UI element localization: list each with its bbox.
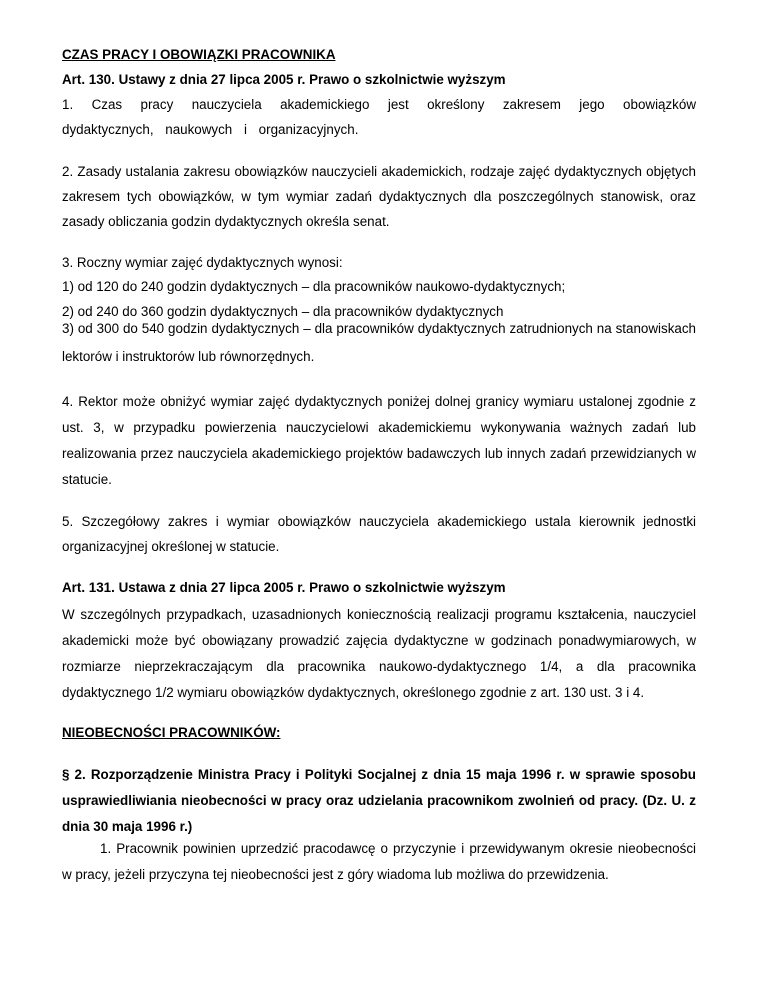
art130-paragraph-3-item-3: 3) od 300 do 540 godzin dydaktycznych – dla pracowników dydaktycznych zatrudnionych na stanowiskach lektorów i instruktorów lub równorzędnych.: [62, 321, 696, 364]
art131-title: Art. 131. Ustawa z dnia 27 lipca 2005 r. Prawo o szkolnictwie wyższym: [62, 580, 506, 595]
heading-work-time: CZAS PRACY I OBOWIĄZKI PRACOWNIKA: [62, 47, 336, 62]
art130-paragraph-3-intro: 3. Roczny wymiar zajęć dydaktycznych wynosi:: [62, 255, 343, 270]
art130-paragraph-2: 2. Zasady ustalania zakresu obowiązków nauczycieli akademickich, rodzaje zajęć dydaktycznych objętych zakresem tych obowiązków, w tym wymiar zadań dydaktycznych dla poszczególnych stanowisk, oraz zasady obliczania godzin dydaktycznych określa senat.: [62, 164, 696, 229]
art131-body: W szczególnych przypadkach, uzasadnionych koniecznością realizacji programu kształcenia, nauczyciel akademicki może być obowiązany prowadzić zajęcia dydaktyczne w godzinach ponadwymiarowych, w rozmiarze nieprzekraczającym dla pracownika naukowo-dydaktycznego 1/4, a dla pracownika dydaktycznego 1/2 wymiaru obowiązków dydaktycznych, określonego zgodnie z art. 130 ust. 3 i 4.: [62, 607, 696, 700]
art130-paragraph-3-item-2: 2) od 240 do 360 godzin dydaktycznych – dla pracowników dydaktycznych: [62, 304, 504, 319]
regulation-title: § 2. Rozporządzenie Ministra Pracy i Polityki Socjalnej z dnia 15 maja 1996 r. w sprawie sposobu usprawiedliwiania nieobecności w pracy oraz udzielania pracownikom zwolnień od pracy. (Dz. U. z dnia 30 maja 1996 r.): [62, 767, 696, 834]
art130-paragraph-5: 5. Szczegółowy zakres i wymiar obowiązków nauczyciela akademickiego ustala kierownik jednostki organizacyjnej określonej w statucie.: [62, 514, 696, 554]
heading-absence: NIEOBECNOŚCI PRACOWNIKÓW:: [62, 725, 281, 740]
art130-paragraph-4: 4. Rektor może obniżyć wymiar zajęć dydaktycznych poniżej dolnej granicy wymiaru ustalonej zgodnie z ust. 3, w przypadku powierzenia nauczycielowi akademickiemu wykonywania ważnych zadań lub realizowania przez nauczyciela akademickiego projektów badawczych lub innych zadań przewidzianych w statucie.: [62, 394, 696, 487]
art130-paragraph-1: 1. Czas pracy nauczyciela akademickiego jest określony zakresem jego obowiązków dydaktycznych, naukowych i organizacyjnych.: [62, 97, 696, 137]
regulation-paragraph-1: 1. Pracownik powinien uprzedzić pracodawcę o przyczynie i przewidywanym okresie nieobecności w pracy, jeżeli przyczyna tej nieobecności jest z góry wiadoma lub możliwa do przewidzenia.: [62, 841, 696, 882]
art130-title: Art. 130. Ustawy z dnia 27 lipca 2005 r. Prawo o szkolnictwie wyższym: [62, 72, 506, 87]
art130-paragraph-3-item-1: 1) od 120 do 240 godzin dydaktycznych – dla pracowników naukowo-dydaktycznych;: [62, 279, 566, 294]
